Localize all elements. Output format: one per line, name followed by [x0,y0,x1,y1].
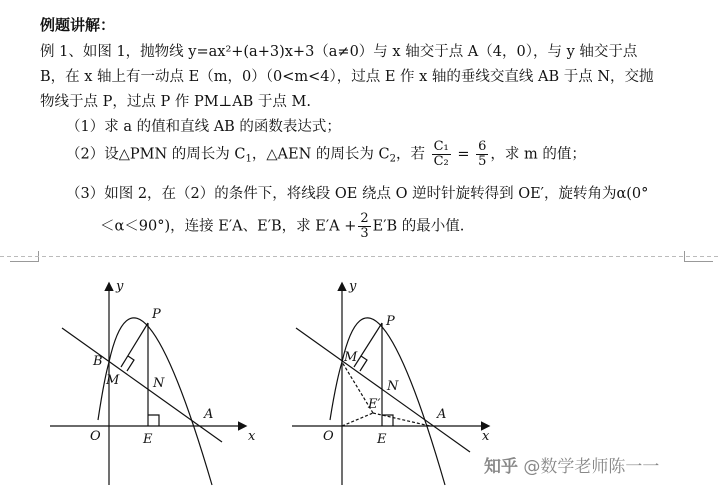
problem-intro-line-1: 例 1、如图 1，抛物线 y=ax²+(a+3)x+3（a≠0）与 x 轴交于点 A（4，0），与 y 轴交于点 [40,44,638,60]
question-2-ratio-lead: ，若 [395,146,425,163]
figure-2-label-p: P [386,314,395,329]
figure-1-label-n: N [153,376,165,391]
coefficient-fraction [358,212,370,241]
figure-2-right-angle-m [360,356,367,371]
figure-2-label-a: A [437,407,447,422]
figure-1-label-e: E [143,432,153,447]
watermark-author: @数学老师陈一一 [523,457,660,477]
question-3-line-2a: ＜α＜90°)，连接 E′A、E′B，求 E′A + [100,218,357,235]
ratio-denominator-right: 5 [478,154,487,169]
page-divider [0,256,720,257]
question-2: （2）设△PMN 的周长为 $C_1$，△AEN 的周长为 $C_2$，若 $\frac{\text{C₁}}{\text{C₂}}$ = $\frac{6}{5}$ ，求 m 的值； [66,139,586,169]
figure-2-segment-oe-prime [342,413,373,426]
figure-2-label-m: M [344,350,358,365]
question-3-line-2b: E′B 的最小值. [372,218,465,235]
question-1: （1）求 a 的值和直线 AB 的函数表达式； [66,119,341,135]
coefficient-denominator: 3 [360,226,369,241]
figure-1-label-a: A [204,407,214,422]
ratio-numerator-right: 6 [478,139,487,154]
section-heading: 例题讲解： [40,16,116,34]
figure-2-label-o: O [323,429,334,444]
watermark-platform: 知乎 [484,457,518,477]
figure-1-label-p: P [152,307,161,322]
figure-1-label-m: M [106,373,120,388]
figure-1-label-x: x [248,429,256,444]
ratio-equals: = [452,146,475,163]
question-2-mid: ，△AEN 的周长为 C [251,146,390,163]
figure-2-label-x: x [482,429,490,444]
figure-2-parabola [342,318,445,485]
figure-2-label-y: y [349,279,357,294]
figure-1-label-y: y [116,279,124,294]
figure-1-label-b: B [93,354,103,369]
figure-1-label-o: O [90,429,101,444]
figure-1-right-angle-e [148,415,159,426]
figure-2-right-angle-e [382,415,393,426]
question-2-prefix: （2）设△PMN 的周长为 C [66,146,246,163]
question-3-line-1: （3）如图 2，在（2）的条件下，将线段 OE 绕点 O 逆时针旋转得到 OE′，旋转角为α(0° [66,186,649,202]
question-3-line-2 [100,212,464,241]
figure-2-label-n: N [387,379,399,394]
ratio-fraction-left [432,140,451,169]
figure-1-right-angle-m [127,356,134,371]
figure-2-parabola-left-tail [330,362,342,420]
question-2-suffix: ，求 m 的值； [490,146,586,163]
coefficient-numerator: 2 [360,211,369,226]
ratio-denominator-left: C₂ [433,154,449,169]
problem-intro-line-3: 物线于点 P，过点 P 作 PM⊥AB 于点 M. [40,94,311,110]
figure-2-segment-pm [354,323,382,367]
ratio-numerator-left: C₁ [433,139,449,154]
ratio-fraction-right [476,140,488,169]
problem-intro-line-2: B，在 x 轴上有一动点 E（m，0）（0<m<4），过点 E 作 x 轴的垂线交直线 AB 于点 N，交抛 [40,69,654,85]
figure-1 [50,284,245,485]
figure-1-segment-pm [121,323,148,367]
figure-2-label-e-prime: E′ [368,397,381,412]
figure-1-parabola [109,318,212,485]
figure-2-label-e: E [377,432,387,447]
figure-1-parabola-left-tail [98,362,109,420]
figure-1-line-ab [62,328,222,442]
watermark [484,452,659,477]
